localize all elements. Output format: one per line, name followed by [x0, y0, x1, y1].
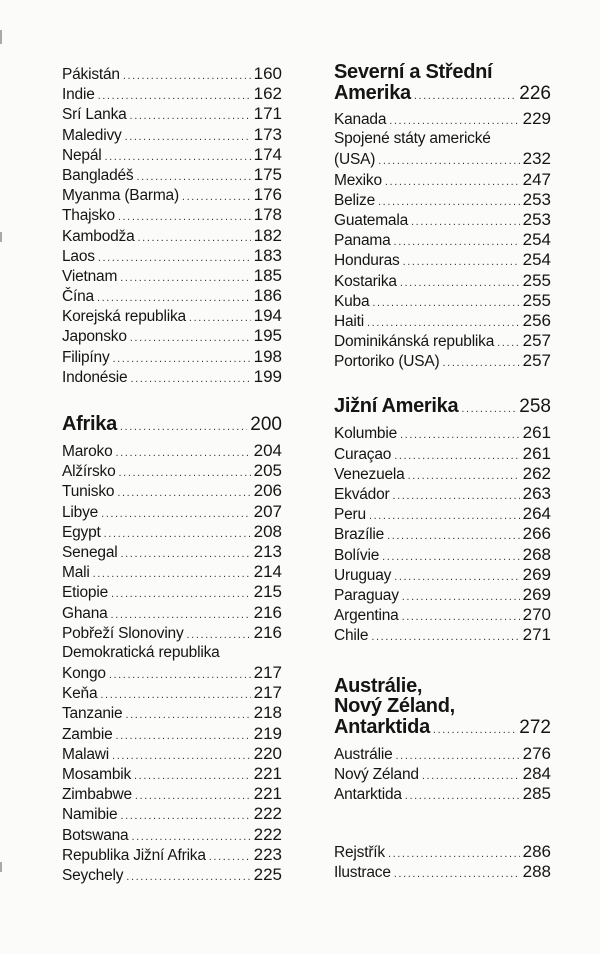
- entry-name: Maroko: [62, 443, 113, 460]
- dot-leader: [394, 864, 520, 884]
- toc-entry[interactable]: [62, 367, 282, 387]
- entry-page: 185: [253, 265, 282, 285]
- entry-name: Bangladéš: [62, 166, 134, 184]
- entry-page: 276: [522, 743, 551, 763]
- toc-entry[interactable]: [62, 165, 282, 185]
- toc-entry[interactable]: [334, 744, 551, 764]
- toc-entry[interactable]: [334, 842, 551, 862]
- dot-leader: [443, 353, 520, 373]
- toc-entry[interactable]: [62, 125, 282, 145]
- entry-page: 183: [253, 245, 282, 265]
- entry-page: 254: [522, 250, 551, 270]
- entry-page: 247: [522, 169, 551, 189]
- toc-entry[interactable]: [334, 504, 551, 524]
- dot-leader: [182, 187, 251, 207]
- dot-leader: [422, 766, 520, 786]
- entry-page: 254: [522, 230, 551, 250]
- entry-name: Senegal: [62, 543, 118, 561]
- entry-name: Namibie: [62, 806, 118, 824]
- entry-name: Vietnam: [62, 267, 118, 285]
- toc-entry[interactable]: [62, 104, 282, 124]
- entry-name: Portoriko (USA): [334, 353, 440, 371]
- dot-leader: [138, 228, 251, 248]
- dot-leader: [134, 766, 251, 786]
- entry-page: 219: [253, 723, 282, 743]
- entry-name: Ghana: [62, 604, 108, 622]
- entry-page: 195: [253, 326, 282, 346]
- section-page: 200: [250, 414, 282, 435]
- entry-name: Brazílie: [334, 526, 385, 544]
- entry-name: Kongo: [62, 665, 106, 683]
- toc-entry[interactable]: [334, 271, 551, 291]
- toc-section-north-america[interactable]: [334, 82, 551, 107]
- dot-leader: [120, 416, 247, 438]
- toc-entry[interactable]: [334, 862, 551, 882]
- dot-leader: [400, 273, 520, 293]
- toc-entry[interactable]: [334, 625, 551, 645]
- entry-name: Republika Jižní Afrika: [62, 846, 206, 864]
- section-page: 258: [519, 396, 551, 418]
- dot-leader: [119, 463, 251, 483]
- dot-leader: [104, 524, 251, 544]
- entry-name: Guatemala: [334, 211, 409, 229]
- dot-leader: [130, 106, 251, 126]
- section-title-line: Nový Zéland,: [334, 694, 455, 717]
- section-title: Jižní Amerika: [334, 395, 459, 418]
- entry-name: Honduras: [334, 252, 400, 270]
- dot-leader: [461, 398, 516, 420]
- entry-name: Paraguay: [334, 586, 399, 604]
- dot-leader: [402, 607, 520, 627]
- toc-entry[interactable]: [62, 502, 282, 522]
- dot-leader: [433, 719, 516, 741]
- entry-page: 171: [253, 104, 282, 124]
- entry-name: Belize: [334, 191, 376, 209]
- toc-entry[interactable]: [62, 724, 282, 744]
- dot-leader: [400, 425, 520, 445]
- entry-page: 206: [253, 481, 282, 501]
- entry-page: 199: [253, 366, 282, 386]
- toc-entry[interactable]: [334, 585, 551, 605]
- entry-name: Pobřeží Slonoviny: [62, 624, 184, 642]
- toc-entry[interactable]: [62, 865, 282, 885]
- entry-page: 284: [522, 763, 551, 783]
- toc-entry[interactable]: [334, 605, 551, 625]
- entry-page: 222: [253, 804, 282, 824]
- toc-entry[interactable]: [62, 84, 282, 104]
- entry-page: 173: [253, 124, 282, 144]
- toc-entry[interactable]: [62, 562, 282, 582]
- dot-leader: [392, 486, 519, 506]
- page-edge-mark: [0, 30, 2, 44]
- toc-entry-line: [62, 643, 282, 663]
- dot-leader: [109, 665, 251, 685]
- toc-entry[interactable]: [334, 170, 551, 190]
- toc-entry[interactable]: [62, 744, 282, 764]
- dot-leader: [126, 867, 250, 887]
- entry-page: 257: [522, 331, 551, 351]
- entry-page: 257: [522, 351, 551, 371]
- toc-entry[interactable]: [62, 246, 282, 266]
- entry-name: Kolumbie: [334, 425, 398, 443]
- dot-leader: [93, 564, 251, 584]
- entry-name: Spojené státy americké: [334, 130, 491, 148]
- section-page: 226: [519, 83, 551, 104]
- toc-list-africa: [62, 441, 282, 643]
- toc-entry[interactable]: [334, 484, 551, 504]
- entry-page: 222: [253, 824, 282, 844]
- toc-entry[interactable]: [62, 347, 282, 367]
- entry-name: Rejstřík: [334, 844, 385, 862]
- toc-entry[interactable]: [62, 542, 282, 562]
- entry-name: Curaçao: [334, 445, 392, 463]
- entry-page: 268: [522, 544, 551, 564]
- toc-entry[interactable]: [62, 582, 282, 602]
- entry-page: 225: [253, 864, 282, 884]
- toc-entry[interactable]: [62, 481, 282, 501]
- dot-leader: [187, 625, 251, 645]
- entry-page: 263: [522, 484, 551, 503]
- dot-leader: [125, 705, 250, 725]
- dot-leader: [120, 544, 250, 564]
- toc-list-africa-cont: [62, 663, 282, 885]
- toc-list-north-america-cont: [334, 149, 551, 371]
- toc-entry[interactable]: [334, 149, 551, 169]
- entry-page: 178: [253, 205, 282, 225]
- entry-name: Chile: [334, 627, 369, 645]
- entry-name: Venezuela: [334, 465, 405, 483]
- dot-leader: [135, 786, 251, 806]
- toc-entry[interactable]: [62, 266, 282, 286]
- toc-entry[interactable]: [334, 210, 551, 230]
- dot-leader: [117, 483, 250, 503]
- entry-name: Myanma (Barma): [62, 187, 179, 205]
- entry-page: 261: [522, 423, 551, 443]
- toc-list-asia: [62, 64, 282, 387]
- toc-entry[interactable]: [62, 522, 282, 542]
- dot-leader: [382, 547, 520, 567]
- entry-page: 205: [253, 461, 282, 481]
- toc-entry[interactable]: [334, 230, 551, 250]
- entry-name: Etiopie: [62, 584, 108, 602]
- entry-page: 220: [253, 743, 282, 763]
- entry-name: Mosambik: [62, 766, 132, 783]
- toc-entry[interactable]: [334, 311, 551, 331]
- toc-entry[interactable]: [334, 565, 551, 585]
- entry-page: 221: [253, 784, 282, 804]
- toc-entry[interactable]: [334, 784, 551, 804]
- dot-leader: [209, 847, 251, 867]
- toc-entry[interactable]: [62, 326, 282, 346]
- entry-page: 253: [522, 209, 551, 229]
- dot-leader: [378, 192, 520, 212]
- section-title: Antarktida: [334, 715, 430, 738]
- toc-section-oceania[interactable]: [334, 716, 551, 741]
- toc-entry-line: [334, 129, 551, 149]
- toc-entry[interactable]: [334, 109, 551, 129]
- entry-page: 223: [253, 844, 282, 864]
- entry-name: Alžírsko: [62, 463, 116, 481]
- dot-leader: [123, 66, 251, 86]
- toc-entry[interactable]: [62, 441, 282, 461]
- entry-page: 204: [253, 441, 282, 460]
- toc-entry[interactable]: [334, 250, 551, 270]
- entry-page: 255: [522, 290, 551, 310]
- entry-page: 217: [253, 683, 282, 703]
- entry-name: (USA): [334, 151, 376, 169]
- dot-leader: [378, 151, 519, 171]
- toc-entry[interactable]: [62, 286, 282, 306]
- toc-entry[interactable]: [62, 205, 282, 225]
- toc-entry[interactable]: [334, 331, 551, 351]
- entry-page: 160: [253, 64, 282, 83]
- page-edge-mark: [0, 862, 2, 872]
- dot-leader: [385, 172, 520, 192]
- section-page: 272: [519, 716, 551, 738]
- entry-name: Mexiko: [334, 171, 382, 189]
- entry-name: Uruguay: [334, 566, 392, 584]
- toc-entry[interactable]: [62, 306, 282, 326]
- entry-name: Zimbabwe: [62, 786, 132, 804]
- entry-page: 255: [522, 270, 551, 290]
- entry-page: 269: [522, 584, 551, 604]
- dot-leader: [367, 313, 520, 333]
- entry-page: 175: [253, 164, 282, 184]
- toc-entry[interactable]: [62, 825, 282, 845]
- dot-leader: [402, 587, 520, 607]
- toc-entry[interactable]: [62, 461, 282, 481]
- entry-name: Korejská republika: [62, 308, 186, 326]
- entry-name: Nepál: [62, 146, 102, 164]
- entry-name: Demokratická republika: [62, 643, 220, 661]
- entry-name: Filipíny: [62, 348, 110, 366]
- entry-name: Ekvádor: [334, 486, 390, 503]
- entry-name: Laos: [62, 247, 95, 265]
- toc-entry[interactable]: [62, 145, 282, 165]
- entry-name: Mali: [62, 564, 90, 582]
- entry-name: Zambie: [62, 725, 113, 743]
- entry-page: 207: [253, 501, 282, 521]
- entry-name: Antarktida: [334, 785, 402, 803]
- entry-page: 288: [522, 862, 551, 882]
- dot-leader: [405, 786, 520, 806]
- entry-name: Maledivy: [62, 126, 122, 144]
- dot-leader: [394, 567, 519, 587]
- entry-page: 232: [522, 149, 551, 169]
- entry-name: Ilustrace: [334, 864, 391, 882]
- entry-name: Srí Lanka: [62, 106, 127, 124]
- entry-name: Kostarika: [334, 272, 397, 290]
- dot-leader: [396, 746, 520, 766]
- toc-left-column: [62, 64, 282, 885]
- toc-entry[interactable]: [62, 804, 282, 824]
- toc-entry[interactable]: [62, 64, 282, 84]
- dot-leader: [497, 333, 519, 353]
- dot-leader: [98, 86, 251, 106]
- entry-name: Indonésie: [62, 368, 128, 386]
- entry-name: Argentina: [334, 607, 399, 625]
- entry-page: 229: [522, 109, 551, 128]
- dot-leader: [371, 627, 519, 647]
- entry-page: 266: [522, 524, 551, 544]
- dot-leader: [389, 111, 519, 131]
- entry-page: 218: [253, 703, 282, 723]
- toc-entry[interactable]: [62, 784, 282, 804]
- dot-leader: [394, 446, 519, 466]
- dot-leader: [120, 268, 250, 288]
- section-title: Amerika: [334, 82, 411, 104]
- page-edge-mark: [0, 232, 2, 242]
- entry-page: 217: [253, 663, 282, 683]
- dot-leader: [97, 288, 251, 308]
- entry-page: 176: [253, 185, 282, 205]
- toc-entry[interactable]: [62, 185, 282, 205]
- entry-name: Kambodža: [62, 227, 135, 245]
- entry-name: Seychely: [62, 866, 124, 884]
- dot-leader: [115, 726, 250, 746]
- toc-entry[interactable]: [334, 524, 551, 544]
- entry-name: Thajsko: [62, 207, 115, 225]
- entry-page: 198: [253, 346, 282, 366]
- dot-leader: [98, 248, 251, 268]
- entry-name: Libye: [62, 503, 99, 521]
- toc-entry[interactable]: [62, 703, 282, 723]
- entry-page: 256: [522, 310, 551, 330]
- toc-section-africa[interactable]: [62, 413, 282, 438]
- toc-list-north-america: [334, 109, 551, 129]
- dot-leader: [387, 526, 520, 546]
- toc-entry[interactable]: [334, 464, 551, 484]
- toc-entry[interactable]: [62, 764, 282, 784]
- toc-entry[interactable]: [334, 351, 551, 371]
- entry-name: Malawi: [62, 745, 110, 763]
- entry-page: 262: [522, 463, 551, 483]
- dot-leader: [414, 85, 516, 107]
- toc-entry[interactable]: [334, 423, 551, 443]
- entry-page: 271: [522, 625, 551, 645]
- dot-leader: [403, 252, 520, 272]
- dot-leader: [125, 127, 251, 147]
- entry-page: 186: [253, 286, 282, 306]
- toc-right-column: [334, 62, 551, 882]
- dot-leader: [113, 349, 251, 369]
- entry-page: 270: [522, 605, 551, 625]
- dot-leader: [130, 328, 251, 348]
- entry-name: Čína: [62, 288, 94, 306]
- entry-page: 215: [253, 582, 282, 602]
- entry-page: 208: [253, 521, 282, 541]
- entry-name: Bolívie: [334, 546, 380, 564]
- toc-entry[interactable]: [62, 226, 282, 246]
- entry-name: Egypt: [62, 523, 101, 541]
- entry-page: 194: [253, 306, 282, 326]
- entry-name: Nový Zéland: [334, 765, 419, 783]
- toc-entry[interactable]: [62, 845, 282, 865]
- entry-page: 162: [253, 84, 282, 104]
- dot-leader: [105, 147, 251, 167]
- entry-page: 264: [522, 504, 551, 524]
- entry-page: 216: [253, 622, 282, 642]
- dot-leader: [411, 212, 520, 232]
- entry-name: Austrálie: [334, 745, 393, 763]
- toc-entry[interactable]: [62, 663, 282, 683]
- entry-name: Tanzanie: [62, 705, 123, 723]
- dot-leader: [111, 605, 251, 625]
- dot-leader: [136, 167, 250, 187]
- entry-name: Keňa: [62, 685, 98, 703]
- dot-leader: [372, 293, 519, 313]
- dot-leader: [120, 806, 250, 826]
- toc-entry[interactable]: [334, 291, 551, 311]
- dot-leader: [112, 746, 251, 766]
- entry-name: Haiti: [334, 312, 365, 330]
- entry-name: Panama: [334, 232, 391, 250]
- entry-page: 261: [522, 443, 551, 463]
- entry-page: 216: [253, 602, 282, 622]
- entry-name: Japonsko: [62, 328, 127, 346]
- toc-entry[interactable]: [334, 764, 551, 784]
- dot-leader: [388, 844, 520, 864]
- dot-leader: [394, 232, 520, 252]
- entry-name: Kuba: [334, 292, 370, 310]
- dot-leader: [131, 827, 250, 847]
- entry-name: Botswana: [62, 826, 129, 844]
- entry-name: Dominikánská republika: [334, 333, 495, 351]
- toc-list-back-matter: [334, 842, 551, 882]
- toc-entry[interactable]: [62, 603, 282, 623]
- entry-name: Tunisko: [62, 483, 115, 501]
- entry-page: 253: [522, 189, 551, 209]
- toc-entry[interactable]: [62, 683, 282, 703]
- toc-entry[interactable]: [334, 444, 551, 464]
- toc-list-oceania: [334, 744, 551, 805]
- section-title: Afrika: [62, 413, 117, 435]
- entry-name: Peru: [334, 506, 366, 524]
- entry-page: 214: [253, 562, 282, 582]
- dot-leader: [369, 506, 520, 526]
- dot-leader: [118, 207, 251, 227]
- toc-entry[interactable]: [334, 190, 551, 210]
- entry-name: Kanada: [334, 111, 387, 128]
- entry-page: 285: [522, 783, 551, 803]
- entry-page: 174: [253, 144, 282, 164]
- dot-leader: [130, 369, 250, 389]
- entry-page: 221: [253, 764, 282, 783]
- dot-leader: [111, 584, 251, 604]
- toc-section-south-america[interactable]: [334, 395, 551, 420]
- dot-leader: [101, 504, 251, 524]
- toc-entry[interactable]: [334, 545, 551, 565]
- toc-entry[interactable]: [62, 623, 282, 643]
- entry-page: 182: [253, 225, 282, 245]
- entry-name: Pákistán: [62, 66, 120, 83]
- dot-leader: [408, 466, 520, 486]
- section-title-line: Severní a Střední: [334, 61, 493, 83]
- section-title-line: Austrálie,: [334, 674, 423, 697]
- toc-list-south-america: [334, 423, 551, 645]
- dot-leader: [115, 443, 250, 463]
- dot-leader: [100, 685, 250, 705]
- entry-page: 269: [522, 564, 551, 584]
- entry-page: 213: [253, 541, 282, 561]
- dot-leader: [189, 308, 251, 328]
- entry-name: Indie: [62, 86, 95, 104]
- entry-page: 286: [522, 842, 551, 862]
